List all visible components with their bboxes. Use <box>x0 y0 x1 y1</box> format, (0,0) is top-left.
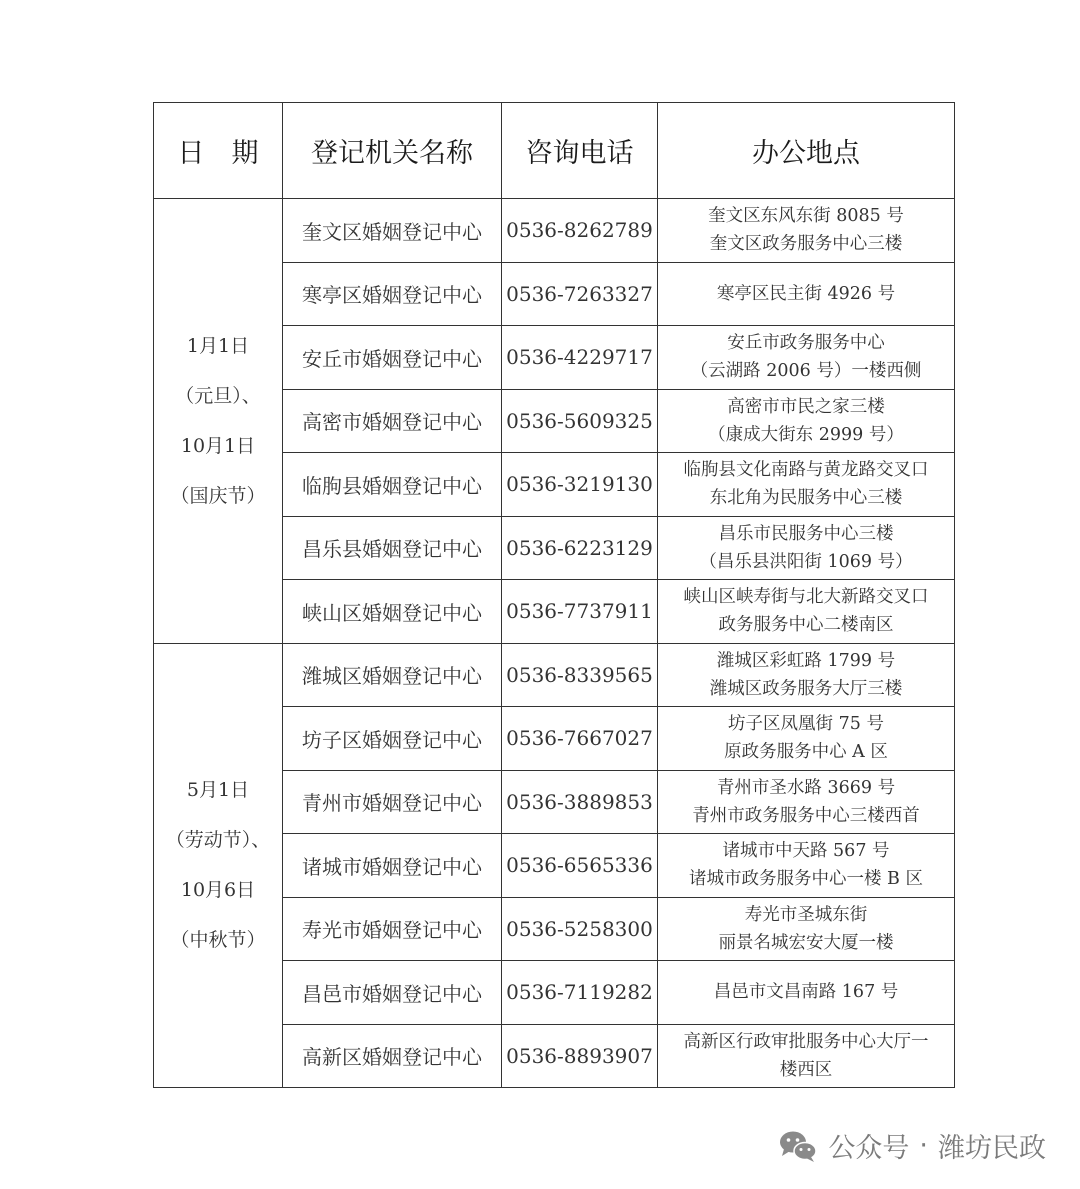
date-line: （中秋节） <box>170 929 266 952</box>
address-line: 青州市政务服务中心三楼西首 <box>692 805 920 826</box>
address-line: 奎文区政务服务中心三楼 <box>709 234 903 255</box>
table-row <box>154 643 955 707</box>
address-line: 寒亭区民主街 4926 号 <box>716 283 896 304</box>
address-cell <box>658 389 955 453</box>
office-name-cell: 诸城市婚姻登记中心 <box>283 834 502 898</box>
address-line: 诸城市政务服务中心一楼 B 区 <box>689 869 923 890</box>
address-cell <box>658 961 955 1025</box>
header-phone: 咨询电话 <box>502 103 658 199</box>
office-name-cell: 坊子区婚姻登记中心 <box>283 707 502 771</box>
address-cell <box>658 770 955 834</box>
office-name-cell: 高新区婚姻登记中心 <box>283 1024 502 1088</box>
date-line: 5月1日 <box>186 779 250 802</box>
phone-cell: 0536-7737911 <box>502 580 658 644</box>
date-line: （国庆节） <box>170 484 266 507</box>
address-line: （昌乐县洪阳街 1069 号） <box>699 551 913 572</box>
address-line: 高密市市民之家三楼 <box>727 396 885 417</box>
office-name-cell: 青州市婚姻登记中心 <box>283 770 502 834</box>
address-line: （云湖路 2006 号）一楼西侧 <box>690 361 922 382</box>
phone-cell: 0536-3889853 <box>502 770 658 834</box>
address-line: 政务服务中心二楼南区 <box>718 615 894 636</box>
header-date: 日 期 <box>154 103 283 199</box>
address-cell <box>658 707 955 771</box>
watermark-account: 潍坊民政 <box>938 1133 1046 1164</box>
address-cell <box>658 326 955 390</box>
address-line: 诸城市中天路 567 号 <box>722 841 890 862</box>
table-header-row <box>154 103 955 199</box>
phone-cell: 0536-8339565 <box>502 643 658 707</box>
phone-cell: 0536-5258300 <box>502 897 658 961</box>
office-name-cell: 寿光市婚姻登记中心 <box>283 897 502 961</box>
address-line: 奎文区东风东街 8085 号 <box>708 206 904 227</box>
address-cell <box>658 262 955 326</box>
address-cell <box>658 643 955 707</box>
address-line: 昌邑市文昌南路 167 号 <box>713 982 899 1003</box>
address-line: 潍城区政务服务大厅三楼 <box>709 678 903 699</box>
phone-cell: 0536-8893907 <box>502 1024 658 1088</box>
address-cell <box>658 1024 955 1088</box>
registration-table <box>153 102 955 1088</box>
wechat-icon <box>778 1129 818 1163</box>
address-line: 潍城区彩虹路 1799 号 <box>716 650 896 671</box>
watermark <box>778 1126 1046 1165</box>
address-cell <box>658 580 955 644</box>
phone-cell: 0536-7263327 <box>502 262 658 326</box>
office-name-cell: 安丘市婚姻登记中心 <box>283 326 502 390</box>
table-body <box>154 199 955 1088</box>
table-row <box>154 199 955 263</box>
address-line: 东北角为民服务中心三楼 <box>709 488 903 509</box>
phone-cell: 0536-7119282 <box>502 961 658 1025</box>
address-line: 丽景名城宏安大厦一楼 <box>718 932 894 953</box>
address-cell <box>658 453 955 517</box>
office-name-cell: 奎文区婚姻登记中心 <box>283 199 502 263</box>
address-line: 峡山区峡寿街与北大新路交叉口 <box>683 587 929 608</box>
watermark-separator: · <box>919 1130 928 1161</box>
address-line: 安丘市政务服务中心 <box>727 333 885 354</box>
address-line: 坊子区凤凰街 75 号 <box>728 714 884 735</box>
header-office-name: 登记机关名称 <box>283 103 502 199</box>
address-line: （康成大街东 2999 号） <box>708 424 904 445</box>
address-line: 临朐县文化南路与黄龙路交叉口 <box>683 460 929 481</box>
phone-cell: 0536-4229717 <box>502 326 658 390</box>
watermark-prefix: 公众号 <box>828 1133 910 1164</box>
date-line: 10月1日 <box>180 434 256 457</box>
office-name-cell: 高密市婚姻登记中心 <box>283 389 502 453</box>
header-address: 办公地点 <box>658 103 955 199</box>
address-cell <box>658 199 955 263</box>
address-cell <box>658 834 955 898</box>
phone-cell: 0536-3219130 <box>502 453 658 517</box>
phone-cell: 0536-5609325 <box>502 389 658 453</box>
address-cell <box>658 516 955 580</box>
address-line: 寿光市圣城东街 <box>744 904 868 925</box>
phone-cell: 0536-6565336 <box>502 834 658 898</box>
office-name-cell: 潍城区婚姻登记中心 <box>283 643 502 707</box>
address-line: 高新区行政审批服务中心大厅一 <box>683 1031 929 1052</box>
office-name-cell: 寒亭区婚姻登记中心 <box>283 262 502 326</box>
date-cell <box>154 643 283 1088</box>
office-name-cell: 昌乐县婚姻登记中心 <box>283 516 502 580</box>
address-line: 青州市圣水路 3669 号 <box>716 777 896 798</box>
office-name-cell: 临朐县婚姻登记中心 <box>283 453 502 517</box>
phone-cell: 0536-6223129 <box>502 516 658 580</box>
address-line: 昌乐市民服务中心三楼 <box>718 523 894 544</box>
address-line: 楼西区 <box>779 1059 833 1080</box>
date-line: 10月6日 <box>180 879 256 902</box>
date-line: 1月1日 <box>186 334 250 357</box>
office-name-cell: 昌邑市婚姻登记中心 <box>283 961 502 1025</box>
address-line: 原政务服务中心 A 区 <box>724 742 888 763</box>
phone-cell: 0536-7667027 <box>502 707 658 771</box>
address-cell <box>658 897 955 961</box>
date-line: （劳动节）、 <box>165 829 271 852</box>
office-name-cell: 峡山区婚姻登记中心 <box>283 580 502 644</box>
date-cell <box>154 199 283 644</box>
phone-cell: 0536-8262789 <box>502 199 658 263</box>
date-line: （元旦）、 <box>175 384 261 407</box>
